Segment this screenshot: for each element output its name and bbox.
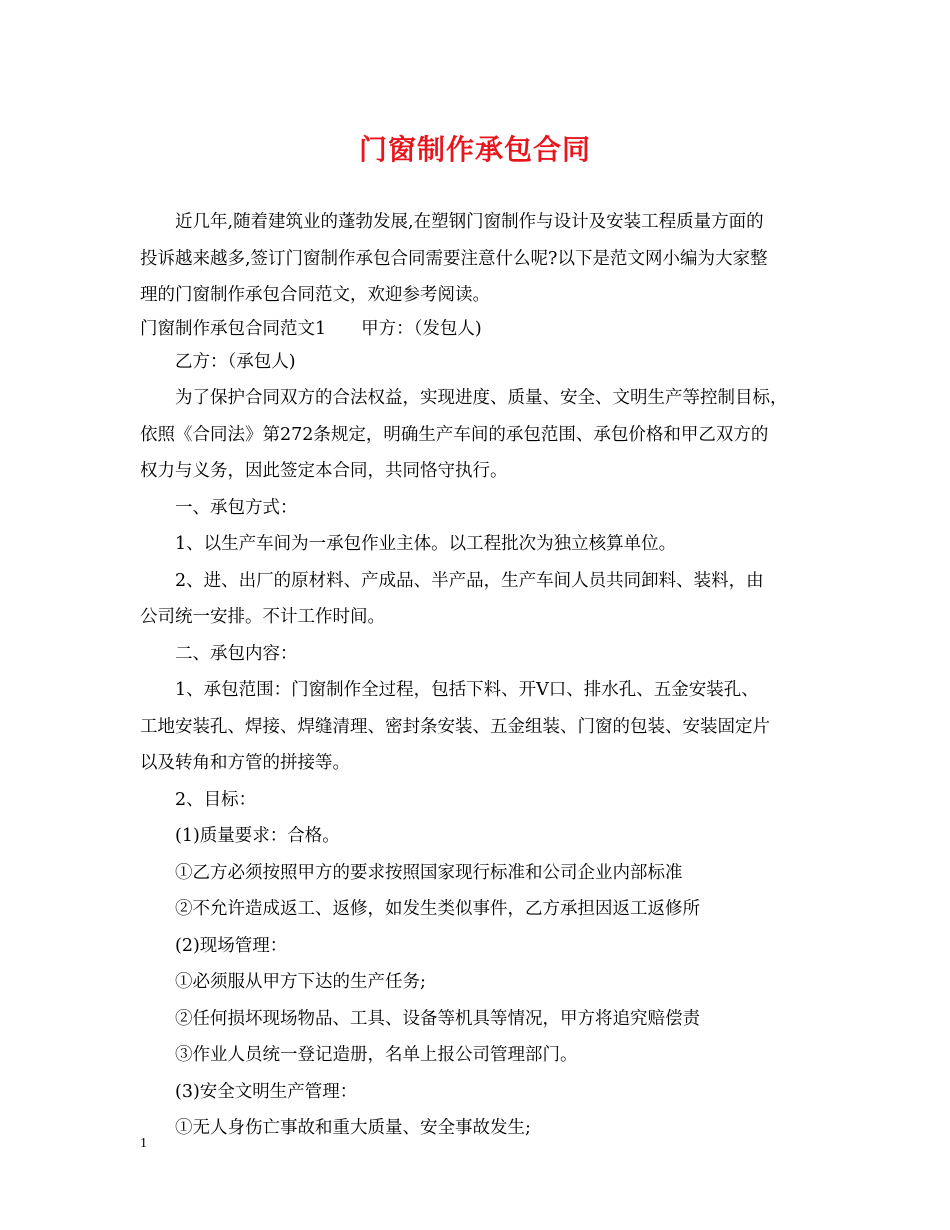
paragraph-line: 公司统一安排。不计工作时间。 [140, 607, 385, 627]
paragraph-line: 理的门窗制作承包合同范文，欢迎参考阅读。 [140, 285, 490, 305]
paragraph-line: 近几年,随着建筑业的蓬勃发展,在塑钢门窗制作与设计及安装工程质量方面的 [175, 212, 764, 232]
document-body [140, 204, 820, 1147]
section-heading: 二、承包内容： [175, 643, 298, 664]
paragraph-line: 为了保护合同双方的合法权益，实现进度、质量、安全、文明生产等控制目标， [175, 388, 788, 408]
paragraph-line: ①无人身伤亡事故和重大质量、安全事故发生; [175, 1118, 531, 1138]
paragraph-line: 投诉越来越多,签订门窗制作承包合同需要注意什么呢?以下是范文网小编为大家整 [140, 248, 768, 269]
paragraph-line: (1)质量要求：合格。 [175, 826, 340, 846]
paragraph-line: 1、承包范围：门窗制作全过程，包括下料、开V口、排水孔、五金安装孔、 [175, 680, 759, 700]
paragraph-line: (3)安全文明生产管理： [175, 1081, 358, 1102]
paragraph-line: 乙方：（承包人) [175, 351, 296, 372]
paragraph-line: 以及转角和方管的拼接等。 [140, 753, 350, 773]
paragraph-line: 权力与义务，因此签定本合同，共同恪守执行。 [140, 461, 508, 481]
paragraph-line: ②不允许造成返工、返修，如发生类似事件，乙方承担因返工返修所 [175, 899, 700, 919]
paragraph-line: 工地安装孔、焊接、焊缝清理、密封条安装、五金组装、门窗的包装、安装固定片 [140, 716, 770, 737]
paragraph-line: 1、以生产车间为一承包作业主体。以工程批次为独立核算单位。 [175, 534, 677, 554]
document-title: 门窗制作承包合同 [358, 133, 591, 166]
paragraph-line: ①乙方必须按照甲方的要求按照国家现行标准和公司企业内部标准 [175, 862, 683, 883]
paragraph-line: (2)现场管理： [175, 935, 288, 956]
paragraph-line: 门窗制作承包合同范文1 甲方：（发包人) [140, 318, 482, 339]
paragraph-line: 2、目标： [175, 789, 257, 810]
section-heading: 一、承包方式： [175, 497, 298, 518]
paragraph-line: 2、进、出厂的原材料、产成品、半产品，生产车间人员共同卸料、装料，由 [175, 570, 764, 591]
paragraph-line: 依照《合同法》第272条规定，明确生产车间的承包范围、承包价格和甲乙双方的 [140, 424, 769, 445]
paragraph-line: ②任何损坏现场物品、工具、设备等机具等情况，甲方将追究赔偿责 [175, 1008, 700, 1029]
paragraph-line: ①必须服从甲方下达的生产任务; [175, 972, 426, 992]
paragraph-line: ③作业人员统一登记造册，名单上报公司管理部门。 [175, 1045, 578, 1065]
page-number: 1 [140, 1136, 147, 1151]
